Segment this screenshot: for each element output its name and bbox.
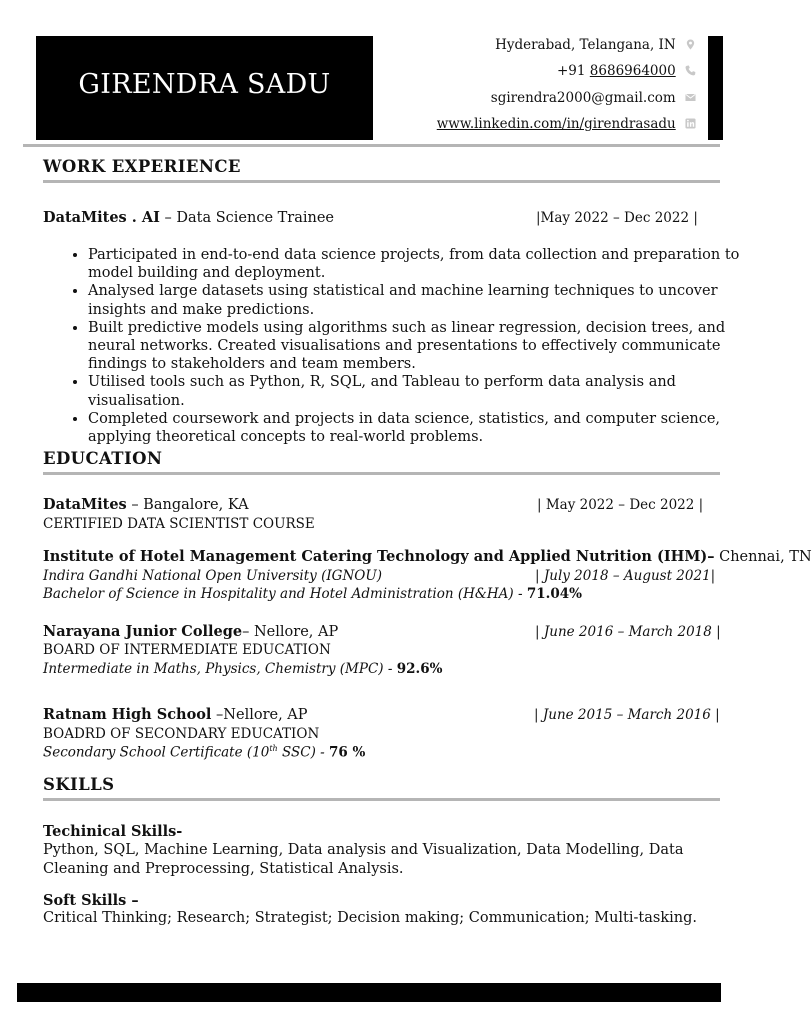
edu-3-place: – Nellore, AP — [242, 624, 339, 640]
contact-email — [491, 90, 696, 106]
edu-3-title — [43, 623, 338, 640]
edu-2-dates: | July 2018 – August 2021| — [535, 568, 716, 584]
edu-4-degree-post: SSC) - — [277, 744, 325, 761]
linkedin-icon — [685, 118, 696, 129]
email-text[interactable]: sgirendra2000@gmail.com — [490, 90, 676, 106]
location-pin-icon — [685, 39, 696, 50]
edu-3-degree-line — [43, 661, 442, 677]
work-bullet: • Analysed large datasets using statistical and machine learning techniques to uncover insights and make predictions. — [88, 282, 760, 318]
edu-1-course: CERTIFIED DATA SCIENTIST COURSE — [43, 516, 315, 532]
edu-2-degree-line — [43, 586, 582, 602]
work-bullet: • Participated in end-to-end data science projects, from data collection and preparation to model building and deployment. — [88, 246, 760, 282]
name-banner — [36, 36, 373, 140]
candidate-name: GIRENDRA SADU — [78, 69, 331, 100]
phone-icon — [685, 65, 696, 76]
edu-4-board: BOADRD OF SECONDARY EDUCATION — [43, 726, 320, 742]
work-bullet: • Built predictive models using algorithms such as linear regression, decision trees, and neural networks. Created visualisations and presentations to effectively communicate findings to stakeholders and team members. — [88, 319, 760, 374]
work-bullet-list — [43, 246, 760, 446]
edu-4-degree-line — [43, 744, 365, 761]
edu-4-dates: | June 2015 – March 2016 | — [534, 707, 720, 723]
location-text: Hyderabad, Telangana, IN — [495, 37, 676, 53]
work-experience-heading: WORK EXPERIENCE — [43, 157, 241, 176]
linkedin-link[interactable]: www.linkedin.com/in/girendrasadu — [436, 116, 676, 132]
contact-location — [495, 37, 696, 53]
phone-prefix: +91 — [557, 63, 586, 79]
education-heading: EDUCATION — [43, 449, 163, 468]
technical-skills-label: Techinical Skills- — [43, 823, 183, 840]
edu-2-name: Institute of Hotel Management Catering Technology and Applied Nutrition (IHM)– — [43, 548, 715, 565]
edu-4-title — [43, 706, 308, 723]
mail-icon — [685, 92, 696, 103]
edu-2-score: 71.04% — [526, 586, 582, 602]
edu-3-dates: | June 2016 – March 2018 | — [535, 624, 721, 640]
footer-bar — [17, 983, 721, 1002]
edu-3-board: BOARD OF INTERMEDIATE EDUCATION — [43, 642, 331, 658]
edu-4-place: –Nellore, AP — [211, 707, 308, 723]
edu-2-degree: Bachelor of Science in Hospitality and Hotel Administration (H&HA) - — [43, 586, 523, 602]
edu-1-title — [43, 496, 249, 513]
edu-3-degree: Intermediate in Maths, Physics, Chemistry (MPC) - — [43, 661, 393, 677]
header-accent-bar — [708, 36, 723, 140]
edu-1-dates: | May 2022 – Dec 2022 | — [537, 497, 704, 513]
skills-heading: SKILLS — [43, 775, 115, 794]
edu-2-university: Indira Gandhi National Open University (IGNOU) — [43, 568, 382, 584]
contact-linkedin — [437, 116, 696, 132]
header-divider — [23, 144, 720, 147]
education-divider — [43, 472, 720, 475]
skills-divider — [43, 798, 720, 801]
work-dates: |May 2022 – Dec 2022 | — [536, 210, 698, 226]
edu-3-score: 92.6% — [396, 661, 443, 677]
edu-4-name: Ratnam High School — [43, 706, 212, 723]
soft-skills-text: Critical Thinking; Research; Strategist; Decision making; Communication; Multi-tasking. — [43, 910, 697, 926]
edu-4-degree-pre: Secondary School Certificate (10 — [43, 744, 270, 761]
technical-skills-text: Python, SQL, Machine Learning, Data analysis and Visualization, Data Modelling, Data Cleaning and Preprocessing, Statistical Analysis. — [43, 842, 684, 877]
edu-2-title — [43, 548, 812, 565]
edu-4-degree-sup: th — [269, 744, 278, 753]
edu-2-place: Chennai, TN — [714, 549, 812, 565]
edu-1-place: – Bangalore, KA — [126, 497, 249, 513]
edu-1-name: DataMites — [43, 496, 127, 513]
phone-number-link[interactable]: 8686964000 — [589, 63, 676, 79]
work-bullet: • Utilised tools such as Python, R, SQL, and Tableau to perform data analysis and visualisation. — [88, 373, 760, 409]
work-experience-divider — [43, 180, 720, 183]
work-company: DataMites . AI — [43, 209, 160, 226]
edu-4-score: 76 % — [329, 744, 366, 761]
work-bullet: • Completed coursework and projects in data science, statistics, and computer science, applying theoretical concepts to real-world problems. — [88, 410, 760, 446]
work-role: – Data Science Trainee — [159, 210, 335, 226]
edu-3-name: Narayana Junior College — [43, 623, 243, 640]
work-entry-title — [43, 209, 334, 226]
soft-skills-label: Soft Skills – — [43, 892, 139, 909]
contact-phone — [557, 63, 696, 79]
